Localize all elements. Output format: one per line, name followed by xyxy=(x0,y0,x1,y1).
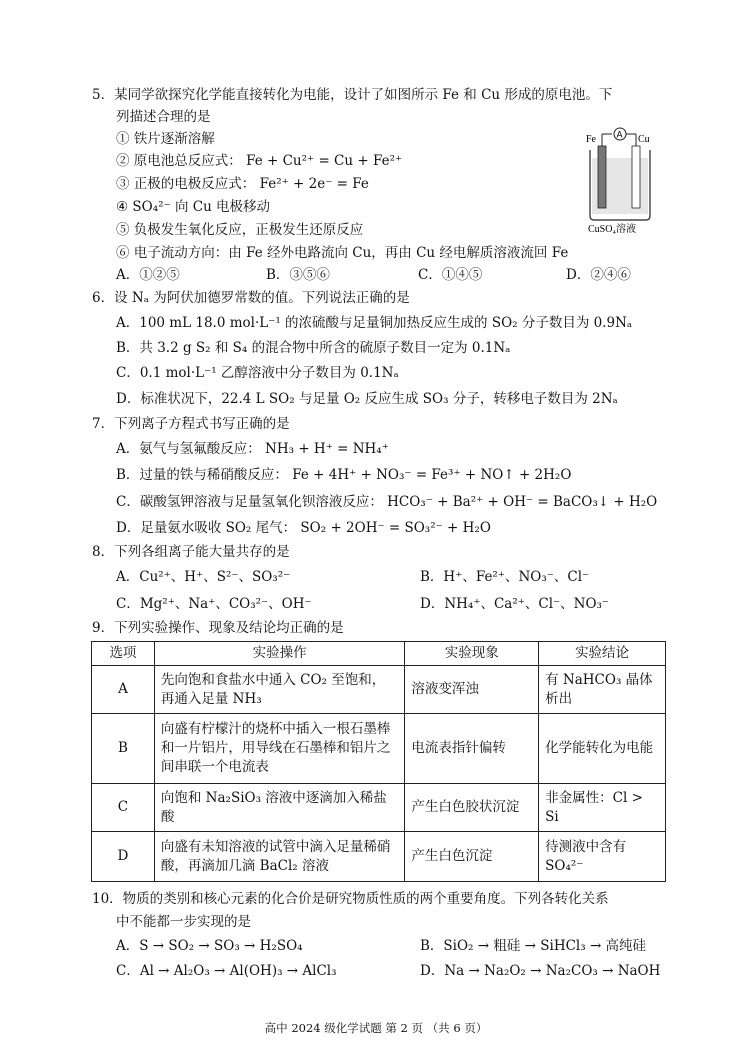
cu-label: Cu xyxy=(638,134,650,145)
q10-option-b: B．SiO₂ → 粗硅 → SiHCl₃ → 高纯硅 xyxy=(420,938,647,954)
q5-option-a: A．①②⑤ xyxy=(116,267,180,283)
q5-item-4: ④ SO₄²⁻ 向 Cu 电极移动 xyxy=(116,199,271,215)
q7-option-b: B．过量的铁与稀硝酸反应： Fe + 4H⁺ + NO₃⁻ = Fe³⁺ + NO↑ + 2H₂O xyxy=(116,467,572,483)
row-b-operation: 向盛有柠檬汁的烧杯中插入一根石墨棒和一片铝片，用导线在石墨棒和铝片之间串联一个电流表 xyxy=(154,714,405,784)
q5-stem-line2: 列描述合理的是 xyxy=(116,109,211,125)
table-row xyxy=(92,714,666,784)
q5-item-3: ③ 正极的电极反应式： Fe²⁺ + 2e⁻ = Fe xyxy=(116,176,369,192)
row-b-option: B xyxy=(92,714,155,784)
q5-option-b: B．③⑤⑥ xyxy=(266,267,330,283)
row-c-phenomenon: 产生白色胶状沉淀 xyxy=(405,784,539,832)
q6-option-a: A．100 mL 18.0 mol·L⁻¹ 的浓硫酸与足量铜加热反应生成的 SO₂ 分子数目为 0.9Nₐ xyxy=(116,315,633,331)
q6-option-d: D．标准状况下，22.4 L SO₂ 与足量 O₂ 反应生成 SO₃ 分子，转移电子数目为 2Nₐ xyxy=(116,391,618,407)
q8-option-b: B．H⁺、Fe²⁺、NO₃⁻、Cl⁻ xyxy=(420,569,590,585)
solution-label: CuSO₄溶液 xyxy=(588,224,636,234)
row-d-operation: 向盛有未知溶液的试管中滴入足量稀硝酸，再滴加几滴 BaCl₂ 溶液 xyxy=(154,832,405,882)
row-b-conclusion: 化学能转化为电能 xyxy=(539,714,666,784)
experiment-table xyxy=(91,641,666,882)
row-d-conclusion: 待测液中含有 SO₄²⁻ xyxy=(539,832,666,882)
q7-option-d: D．足量氨水吸收 SO₂ 尾气： SO₂ + 2OH⁻ = SO₃²⁻ + H₂O xyxy=(116,520,491,536)
fe-label: Fe xyxy=(586,134,596,145)
row-a-phenomenon: 溶液变浑浊 xyxy=(405,666,539,714)
table-row xyxy=(92,666,666,714)
q8-option-a: A．Cu²⁺、H⁺、S²⁻、SO₃²⁻ xyxy=(116,569,291,585)
table-row xyxy=(92,832,666,882)
row-c-option: C xyxy=(92,784,155,832)
galvanic-cell-figure xyxy=(580,124,660,234)
table-header-row xyxy=(92,642,666,666)
q7-option-a: A．氨气与氢氟酸反应： NH₃ + H⁺ = NH₄⁺ xyxy=(116,441,389,457)
row-c-conclusion: 非金属性：Cl > Si xyxy=(539,784,666,832)
ammeter-label: A xyxy=(616,129,623,140)
q10-option-a: A．S → SO₂ → SO₃ → H₂SO₄ xyxy=(116,938,303,954)
q5-item-2: ② 原电池总反应式： Fe + Cu²⁺ = Cu + Fe²⁺ xyxy=(116,153,403,169)
q5-item-1: ① 铁片逐渐溶解 xyxy=(116,131,215,147)
q6-option-b: B．共 3.2 g S₂ 和 S₄ 的混合物中所含的硫原子数目一定为 0.1Nₐ xyxy=(116,340,511,356)
q8-stem: 8．下列各组离子能大量共存的是 xyxy=(92,544,290,560)
table-row xyxy=(92,784,666,832)
header-option: 选项 xyxy=(92,642,155,666)
q5-stem-line1: 5．某同学欲探究化学能直接转化为电能，设计了如图所示 Fe 和 Cu 形成的原电池。下 xyxy=(92,87,613,103)
fe-electrode xyxy=(598,146,606,208)
q10-option-c: C．Al → Al₂O₃ → Al(OH)₃ → AlCl₃ xyxy=(116,963,337,979)
row-a-conclusion: 有 NaHCO₃ 晶体析出 xyxy=(539,666,666,714)
row-a-option: A xyxy=(92,666,155,714)
q8-option-c: C．Mg²⁺、Na⁺、CO₃²⁻、OH⁻ xyxy=(116,596,312,612)
row-d-option: D xyxy=(92,832,155,882)
q10-stem-line2: 中不能都一步实现的是 xyxy=(116,914,251,930)
q5-item-6: ⑥ 电子流动方向：由 Fe 经外电路流向 Cu，再由 Cu 经电解质溶液流回 Fe xyxy=(116,245,569,261)
q8-option-d: D．NH₄⁺、Ca²⁺、Cl⁻、NO₃⁻ xyxy=(420,596,610,612)
q5-item-5: ⑤ 负极发生氧化反应，正极发生还原反应 xyxy=(116,222,364,238)
header-phenomenon: 实验现象 xyxy=(405,642,539,666)
header-operation: 实验操作 xyxy=(154,642,405,666)
q5-option-d: D．②④⑥ xyxy=(566,267,631,283)
q7-option-c: C．碳酸氢钾溶液与足量氢氧化钡溶液反应： HCO₃⁻ + Ba²⁺ + OH⁻ = BaCO₃↓ + H₂O xyxy=(116,494,658,510)
row-c-operation: 向饱和 Na₂SiO₃ 溶液中逐滴加入稀盐酸 xyxy=(154,784,405,832)
q10-option-d: D．Na → Na₂O₂ → Na₂CO₃ → NaOH xyxy=(420,963,661,979)
page-footer: 高中 2024 级化学试题 第 2 页 （共 6 页） xyxy=(264,1021,488,1035)
q6-option-c: C．0.1 mol·L⁻¹ 乙醇溶液中分子数目为 0.1Nₐ xyxy=(116,365,399,381)
row-a-operation: 先向饱和食盐水中通入 CO₂ 至饱和，再通入足量 NH₃ xyxy=(154,666,405,714)
q6-stem: 6．设 Nₐ 为阿伏加德罗常数的值。下列说法正确的是 xyxy=(92,290,410,306)
cu-electrode xyxy=(632,146,640,208)
q10-stem-line1: 10．物质的类别和核心元素的化合价是研究物质性质的两个重要角度。下列各转化关系 xyxy=(92,891,609,907)
row-b-phenomenon: 电流表指针偏转 xyxy=(405,714,539,784)
q9-stem: 9．下列实验操作、现象及结论均正确的是 xyxy=(92,620,344,636)
q7-stem: 7．下列离子方程式书写正确的是 xyxy=(92,416,290,432)
row-d-phenomenon: 产生白色沉淀 xyxy=(405,832,539,882)
header-conclusion: 实验结论 xyxy=(539,642,666,666)
q5-option-c: C．①④⑤ xyxy=(418,267,483,283)
